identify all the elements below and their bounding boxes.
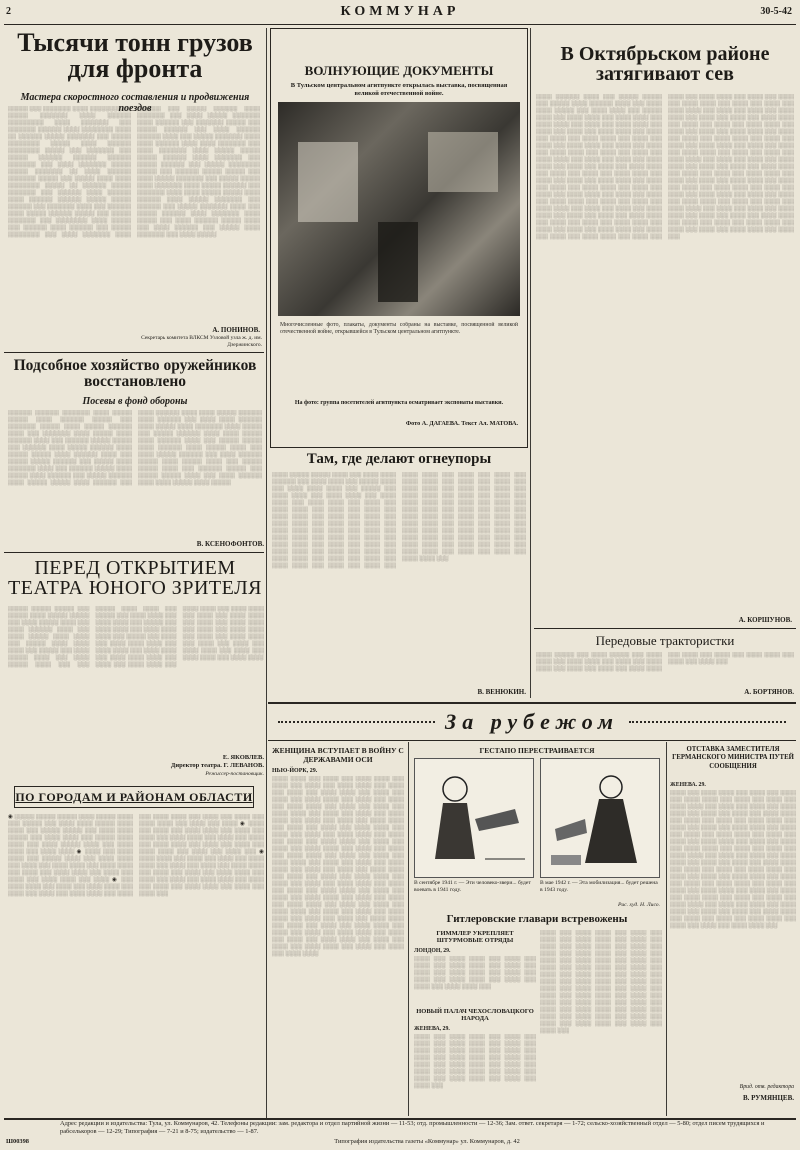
documents-headline: ВОЛНУЮЩИЕ ДОКУМЕНТЫ	[304, 63, 494, 78]
himmler-headline: ГИММЛЕР УКРЕПЛЯЕТ ШТУРМОВЫЕ ОТРЯДЫ	[436, 930, 514, 944]
dateline-geneva: ЖЕНЕВА, 29.	[414, 1026, 450, 1032]
abroad-banner: За рубежом	[445, 709, 619, 734]
documents-credit: Фото А. ДАГАЕВА. Текст Ал. МАТОВА.	[405, 420, 518, 427]
weapons-body-text: ░░░░░░ ░░░░░░ ░░░░░░░ ░░░░ ░░░░░ ░░░░░ ░░░░ ░░░░░░ ░░░░░ ░░░ ░░░░░░░ ░░░░░ ░░░░ ░░░░░ ░░░░░░ ░░░░ ░░░ ░░░░░░░ ░░░░ ░░░░░ ░░░░ ░░░░░░ ░░░░ ░░░ ░░░░░░ ░░░░░ ░░░░░ ░░░ ░░░░░░ ░░░░ ░░░░░ ░░░░░░ ░░░░ ░░░░░ ░░░░░ ░░░░ ░░░░░░ ░░░░ ░░░ ░░░░░ ░░░░░ ░░░░░░ ░░░ ░░░░░ ░░░░ ░░░░░░░ ░░░░ ░░░ ░░░░░░ ░░░░░ ░░░░ ░░░░░ ░░░░ ░░░░░░ ░░░ ░░░░░ ░░░░░░ ░░░░ ░░░░░ ░░░░░ ░░░░ ░░░░░░ ░░░ ░░░░ ░░░░░░ ░░░░ ░░░░ ░░░░░ ░░░░░░ ░░░░ ░░░░░░ ░░░ ░░░░ ░░░░ ░░░░░░ ░░░░ ░░░░░ ░░░░ ░░░░░░░ ░░░░ ░░░░░ ░░░ ░░░░░ ░░░░░░ ░░░░ ░░░░ ░░░░░ ░░░░ ░░░░░░ ░░░░ ░░░ ░░░░░ ░░░░░ ░░░░ ░░░░░░ ░░░░ ░░░░░ ░░░░ ░░░ ░░░░ ░░░░░ ░░░░░░ ░░░ ░░░░ ░░░░░░ ░░░░░ ░░░░ ░░░░░ ░░░░ ░░░ ░░░░░ ░░░░░ ░░░░ ░░░ ░░░░░░ ░░░░░ ░░░ ░░░░░ ░░░░░ ░░░░ ░░░ ░░░░ ░░░░░░ ░░░░ ░░░░ ░░░░░ ░░░░ ░░░░░	[8, 410, 262, 486]
theatre-headline: ПЕРЕД ОТКРЫТИЕМ ТЕАТРА ЮНОГО ЗРИТЕЛЯ	[8, 557, 262, 599]
czech-headline: НОВЫЙ ПАЛАЧ ЧЕХОСЛОВАЦКОГО НАРОДА	[416, 1008, 534, 1022]
theatre-body-text: ░░░░░ ░░░░░ ░░░░░ ░░░ ░░░░░ ░░░░ ░░░░░ ░░░░░ ░░░ ░░░░ ░░░░░ ░░░░ ░░░ ░░░░ ░░░░░░ ░░░░ ░░░ ░░░░ ░░░░░ ░░░░ ░░░░ ░░░ ░░░░░ ░░░░ ░░░░ ░░░░ ░░░ ░░░░░ ░░░ ░░░░ ░░░░░ ░░░░ ░░░ ░░░░ ░░░░░ ░░░░ ░░░ ░░░ ░░░░░ ░░░░ ░░░░ ░░░ ░░░░░ ░░░ ░░░░ ░░░░ ░░░ ░░░░ ░░░░ ░░░ ░░░░░ ░░░ ░░░░ ░░░░ ░░░ ░░░░ ░░░░ ░░░░ ░░░ ░░░░░ ░░░ ░░░░ ░░░ ░░░░ ░░░░ ░░░░ ░░░ ░░░░ ░░░░ ░░░ ░░░░ ░░░░ ░░░ ░░░░ ░░░░ ░░░░ ░░░ ░░░░ ░░░ ░░░░ ░░░░ ░░░ ░░░░ ░░░░ ░░░ ░░░░ ░░░░ ░░░ ░░░░ ░░░ ░░░░ ░░░░ ░░░ ░░░░ ░░░ ░░░░ ░░░░ ░░░ ░░░░ ░░░ ░░░░ ░░░░ ░░░ ░░░░ ░░░ ░░░░ ░░░░ ░░░ ░░░░ ░░░ ░░░░ ░░░ ░░░░ ░░░░ ░░░ ░░░░ ░░░ ░░░░ ░░░░ ░░░ ░░░░ ░░░░	[8, 606, 264, 668]
regions-body-text: ◉ ░░░░░ ░░░░░ ░░░░░ ░░░░ ░░░░░ ░░░░ ░░░ ░░░░░ ░░░ ░░░░ ░░░░ ░░░░░ ░░░░ ░░░░ ░░░ ░░░░░ ░░░░░ ░░░ ░░░░ ░░░░ ░░░░░ ░░░ ░░░░ ░░░░ ░░░ ░░░░░ ░░░░ ░░░░ ░░░ ░░░░ ░░░░░ ░░░░ ░░░ ░░░░ ░░░░ ░░░ ░░░░ ░░░░ ◉ ░░░░ ░░░ ░░░░ ░░░░ ░░░ ░░░░░ ░░░░ ░░░ ░░░░ ░░░░ ░░░ ░░░░ ░░░ ░░░░ ░░░░ ░░░ ░░░░ ░░░░ ░░░ ░░░░ ░░░ ░░░░ ░░░░ ░░░ ░░░░ ░░░ ░░░░ ░░░ ░░░░ ░░░░ ░░░ ░░░░ ◉ ░░░ ░░░░ ░░░░ ░░░ ░░░░ ░░░ ░░░░ ░░░░ ░░░ ░░░░ ░░░ ░░░░ ░░░ ░░░░ ░░░░ ░░░ ░░░░ ░░░ ░░░░ ░░░░ ░░░ ░░░░ ░░░ ░░░░ ░░░ ░░░░ ░░░░ ░░░ ░░░░ ░░░ ░░░░ ◉ ░░░░ ░░░ ░░░░ ░░░ ░░░░ ░░░░ ░░░ ░░░░ ░░░ ░░░░ ░░░ ░░░░ ░░░░ ░░░ ░░░░ ░░░ ░░░░ ░░░ ░░░░ ░░░░ ░░░ ░░░░ ░░░ ░░░░ ░░░ ░░░░ ░░░░ ░░░ ░░░░ ░░░ ░░░░ ░░░ ◉ ░░░░ ░░░░ ░░░ ░░░░ ░░░ ░░░░ ░░░ ░░░░ ░░░░ ░░░ ░░░░ ░░░ ░░░░ ░░░ ░░░░ ░░░░ ░░░ ░░░░ ░░░ ░░░░ ░░░ ░░░░ ░░░░ ░░░ ░░░░ ░░░ ░░░░ ░░░ ░░░░ ░░░░ ░░░ ░░░░ ░░░ ░░░░ ░░░ ░░░░ ░░░░ ░░░ ░░░░ ░░░ ░░░░ ░░░	[8, 814, 264, 897]
abroad-banner-ornament-left	[278, 721, 435, 723]
footer-printer: Типография издательства газеты «Коммунар» ул. Коммунаров, д. 42	[334, 1138, 520, 1145]
exhibition-photo	[278, 102, 520, 316]
dateline-london: ЛОНДОН, 29.	[414, 948, 451, 954]
abroad-banner-ornament-right	[629, 721, 786, 723]
cargo-headline: Тысячи тонн грузов для фронта	[17, 28, 253, 83]
cargo-signature: А. ПОНИНОВ.	[212, 326, 260, 334]
tractors-body-text: ░░░░ ░░░░░ ░░░ ░░░░ ░░░░░ ░░░ ░░░░ ░░░░ ░░░ ░░░░ ░░░░ ░░░ ░░░░ ░░░ ░░░░ ░░░░ ░░░ ░░░░ ░░░ ░░░░ ░░░ ░░░░ ░░░░ ░░░ ░░░░ ░░░ ░░░░ ░░░ ░░░░ ░░░░ ░░░ ░░░░ ░░░ ░░░░ ░░░	[536, 652, 794, 672]
abroad-right-dateline: ЖЕНЕВА. 29.	[670, 782, 706, 788]
issue-date: 30-5-42	[760, 6, 792, 17]
rule-cargo	[4, 352, 264, 353]
editor-name: В. РУМЯНЦЕВ.	[742, 1094, 794, 1102]
cartoon-caption-right: В мае 1942 г. — Эта мобилизация... будет решена в 1943 году.	[540, 880, 658, 893]
theatre-signature-2: Директор театра. Г. ЛЕВАНОВ.	[170, 762, 264, 769]
abroad-col1-dateline: НЬЮ-ЙОРК, 29.	[272, 768, 318, 774]
cargo-body-text: ░░░░░ ░░░ ░░░░░░░ ░░░░ ░░░░░░░░ ░░ ░░░░░ ░░░░░░░ ░░░░ ░░░░░░ ░░░░░░░░░ ░░░░ ░░░░░░░ ░░░ ░░░░░░░ ░░░░░░ ░░░░ ░░░░░░░░ ░░░░ ░░ ░░░░░░ ░░░░░ ░░░░░░░ ░░░ ░░░░░ ░░░░░░░░ ░░░░░ ░░░░ ░░░░░░ ░░░░░░░░ ░░░░░ ░░░ ░░░░░░░ ░░░ ░░░░░ ░░░░░░ ░░░░░░ ░░░░░░ ░░░░░░░ ░░░ ░░░░ ░░░░░░░ ░░░░░ ░░░░░ ░░░░░░░ ░░ ░░░░ ░░░░░░ ░░░░░░░ ░░░░░ ░░░ ░░░░░ ░░░░ ░░░░ ░░░░░░░░ ░░░░░ ░░ ░░░░░░ ░░░░░ ░░░░░░░ ░░░ ░░░░░░ ░░░░ ░░░░░░ ░░░░ ░░░░░░ ░░░░░░ ░░░░░ ░░░░░ ░░░░░░ ░░░ ░░░░░░░ ░░░░ ░░░ ░░░░░░ ░░░░ ░░░░░ ░░░░░░ ░░░░░ ░░░ ░░░░░ ░░░░░░░ ░░░ ░░░░░░░░ ░░░░ ░░░░░ ░░░ ░░░░░░ ░░░░ ░░░░░░ ░░░ ░░░░░ ░░░░░░░░ ░░░ ░░░░ ░░░░░░░ ░░░░ ░░░░░░ ░░░ ░░░░░ ░░░░░░ ░░░░ ░░░░░░░ ░░░ ░░░░ ░░░░░ ░░░░░░░ ░░░░ ░░░░░░ ░░░ ░░░░░░░ ░░░░░ ░░░ ░░░░░ ░░░░░░ ░░░ ░░░░ ░░░░░░ ░░░░░░ ░░░░ ░░░ ░░░░░ ░░░░░░░ ░░░░ ░░░░ ░░░░░░ ░░░░ ░░░░ ░░░░░░░ ░░░ ░░░░ ░░░░░░░ ░░░░ ░░░░░ ░░░░░ ░░░░░ ░░░░░░ ░░░░ ░░░░░░░ ░░░ ░░░░░ ░░░░░░ ░░░ ░░░░░ ░░░░░░░░ ░░░░░ ░░░ ░░░░░░ ░░░░░ ░░░░░ ░░░ ░░░░ ░░░░░ ░░░░░░░ ░░░ ░░░░░ ░░░░░ ░░░░ ░░░░░░░ ░░░░ ░░░░░ ░░░░░░ ░░░ ░░░░░░░ ░░░░ ░░░░ ░░░░░ ░░░░░ ░░░░ ░░░░░░ ░░░░ ░░░░░ ░░░░░░░ ░░░ ░░░░░░ ░░░ ░░░░░ ░░░░░░░ ░░░░ ░░░ ░░░░░ ░░░░░░ ░░░░ ░░░░░░░ ░░░░ ░░░░░ ░░░ ░░░░ ░░░░░░ ░░░░░ ░░░░ ░░░ ░░░░ ░░░░░░ ░░░ ░░░░░ ░░░░ ░░░░░░░ ░░░ ░░░░ ░░░░░	[8, 106, 260, 238]
tractors-signature: А. БОРТЯНОВ.	[744, 688, 794, 696]
abroad-col1-headline: ЖЕНЩИНА ВСТУПАЕТ В ВОЙНУ С ДЕРЖАВАМИ ОСИ	[272, 746, 404, 764]
masthead: КОММУНАР	[340, 4, 460, 19]
refractory-body-text: ░░░░ ░░░░░ ░░░░░ ░░░░ ░░░ ░░░░ ░░░░ ░░░░░░ ░░░ ░░░░ ░░░░ ░░░ ░░░░░ ░░░░ ░░░ ░░░░ ░░░░ ░░░░ ░░░ ░░░░░ ░░░ ░░░░ ░░░░ ░░░ ░░░░ ░░░░ ░░░ ░░░░ ░░░░ ░░░ ░░░░ ░░░░ ░░░ ░░░░ ░░░ ░░░░ ░░░░ ░░░ ░░░░ ░░░ ░░░░ ░░░ ░░░░ ░░░░ ░░░ ░░░░ ░░░ ░░░░ ░░░ ░░░░ ░░░░ ░░░ ░░░░ ░░░ ░░░░ ░░░ ░░░░ ░░░░ ░░░ ░░░░ ░░░ ░░░░ ░░░ ░░░░ ░░░░ ░░░ ░░░░ ░░░ ░░░░ ░░░ ░░░░ ░░░░ ░░░ ░░░░ ░░░ ░░░░ ░░░ ░░░░ ░░░░ ░░░ ░░░░ ░░░ ░░░░ ░░░ ░░░░ ░░░░ ░░░ ░░░░ ░░░ ░░░░ ░░░ ░░░░ ░░░░ ░░░ ░░░░ ░░░ ░░░░ ░░░ ░░░░ ░░░░ ░░░ ░░░░ ░░░ ░░░░ ░░░ ░░░░ ░░░░ ░░░ ░░░░ ░░░ ░░░░ ░░░ ░░░░ ░░░░ ░░░ ░░░░ ░░░ ░░░░ ░░░ ░░░░ ░░░░ ░░░ ░░░░ ░░░ ░░░░ ░░░ ░░░░ ░░░░ ░░░ ░░░░ ░░░ ░░░░ ░░░ ░░░░ ░░░░ ░░░ ░░░░ ░░░ ░░░░ ░░░ ░░░░ ░░░░ ░░░ ░░░░ ░░░ ░░░░ ░░░ ░░░░ ░░░░ ░░░ ░░░░ ░░░ ░░░░ ░░░ ░░░░ ░░░░ ░░░ ░░░░ ░░░ ░░░░ ░░░ ░░░░ ░░░░ ░░░ ░░░░ ░░░ ░░░░ ░░░ ░░░░ ░░░░ ░░░ ░░░░ ░░░ ░░░░ ░░░ ░░░░ ░░░░ ░░░ ░░░░ ░░░ ░░░░ ░░░ ░░░░ ░░░░ ░░░	[272, 472, 526, 569]
rule-weapons	[4, 552, 264, 553]
editor-label: Врид. отв. редактора	[739, 1084, 794, 1090]
refractory-signature: В. ВЕНЮКИН.	[477, 688, 526, 696]
cargo-signature-role: Секретарь комитета ВЛКСМ Узловой узла ж. д. им. Дзержинского.	[141, 335, 262, 348]
abroad-top-rule	[268, 702, 796, 704]
tractors-headline: Передовые трактористки	[595, 633, 735, 648]
abroad-banner-rule	[268, 740, 796, 741]
hitler-headline: Гитлеровские главари встревожены	[446, 913, 628, 925]
abroad-divider-2	[666, 742, 667, 1116]
weapons-signature: В. КСЕНОФОНТОВ.	[196, 540, 264, 548]
cartoon-author: Рис. худ. Н. Лисо.	[617, 902, 660, 908]
page-number: 2	[6, 6, 11, 17]
district-body-text: ░░░░ ░░░░░░ ░░░░ ░░░ ░░░░░ ░░░░░ ░░░ ░░░░░ ░░░░ ░░░░░░ ░░░░ ░░░ ░░░░ ░░░░ ░░░░░ ░░░ ░░░░ ░░░░ ░░░ ░░░░░ ░░░░ ░░░ ░░░░ ░░░░ ░░░ ░░░░ ░░░░ ░░░ ░░░░ ░░░░ ░░░ ░░░░ ░░░ ░░░░ ░░░░ ░░░ ░░░░ ░░░ ░░░░ ░░░ ░░░░ ░░░░ ░░░ ░░░░ ░░░ ░░░░ ░░░ ░░░░ ░░░░ ░░░ ░░░░ ░░░ ░░░░ ░░░ ░░░░ ░░░░ ░░░ ░░░░ ░░░ ░░░░ ░░░ ░░░░ ░░░░ ░░░ ░░░░ ░░░ ░░░░ ░░░ ░░░░ ░░░░ ░░░ ░░░░ ░░░ ░░░░ ░░░ ░░░░ ░░░░ ░░░ ░░░░ ░░░ ░░░░ ░░░ ░░░░ ░░░░ ░░░ ░░░░ ░░░ ░░░░ ░░░ ░░░░ ░░░░ ░░░ ░░░░ ░░░ ░░░░ ░░░ ░░░░ ░░░░ ░░░ ░░░░ ░░░ ░░░░ ░░░ ░░░░ ░░░░ ░░░ ░░░░ ░░░ ░░░░ ░░░ ░░░░ ░░░░ ░░░ ░░░░ ░░░ ░░░░ ░░░ ░░░░ ░░░░ ░░░ ░░░░ ░░░ ░░░░ ░░░ ░░░░ ░░░░ ░░░ ░░░░ ░░░ ░░░░ ░░░ ░░░░ ░░░░ ░░░ ░░░░ ░░░ ░░░░ ░░░ ░░░░ ░░░░ ░░░ ░░░░ ░░░ ░░░░ ░░░ ░░░░ ░░░░ ░░░ ░░░░ ░░░ ░░░░ ░░░ ░░░░ ░░░░ ░░░ ░░░░ ░░░ ░░░░ ░░░ ░░░░ ░░░░ ░░░ ░░░░ ░░░ ░░░░ ░░░ ░░░░ ░░░░ ░░░ ░░░░ ░░░ ░░░░ ░░░ ░░░░ ░░░░ ░░░ ░░░░ ░░░ ░░░░ ░░░ ░░░░ ░░░░ ░░░ ░░░░ ░░░ ░░░░ ░░░ ░░░░ ░░░░ ░░░ ░░░░ ░░░ ░░░░ ░░░ ░░░░ ░░░░ ░░░ ░░░░ ░░░ ░░░░ ░░░ ░░░░ ░░░░ ░░░ ░░░░ ░░░ ░░░░ ░░░ ░░░░ ░░░░ ░░░ ░░░░ ░░░ ░░░░ ░░░ ░░░░ ░░░░ ░░░ ░░░░ ░░░ ░░░░ ░░░ ░░░░ ░░░░ ░░░ ░░░░ ░░░ ░░░░ ░░░ ░░░░ ░░░░ ░░░ ░░░░ ░░░ ░░░░ ░░░ ░░░░ ░░░░ ░░░ ░░░░ ░░░ ░░░░ ░░░ ░░░░ ░░░░ ░░░ ░░░░ ░░░ ░░░░ ░░░ ░░░░ ░░░░ ░░░ ░░░░ ░░░ ░░░░ ░░░ ░░░░ ░░░░ ░░░ ░░░░ ░░░ ░░░░ ░░░ ░░░░ ░░░░ ░░░ ░░░░ ░░░ ░░░░ ░░░ ░░░░ ░░░░ ░░░ ░░░░ ░░░ ░░░░ ░░░ ░░░░ ░░░░ ░░░ ░░░░ ░░░ ░░░░ ░░░ ░░░░ ░░░░ ░░░ ░░░░ ░░░ ░░░░ ░░░ ░░░░ ░░░░ ░░░ ░░░░ ░░░ ░░░░ ░░░ ░░░░ ░░░░ ░░░ ░░░░ ░░░ ░░░░ ░░░ ░░░░ ░░░░ ░░░ ░░░░ ░░░ ░░░░ ░░░ ░░░░ ░░░░ ░░░ ░░░░ ░░░ ░░░░ ░░░ ░░░░ ░░░░ ░░░ ░░░░ ░░░	[536, 94, 794, 240]
regions-banner-box	[14, 786, 254, 808]
column-divider-right	[530, 28, 531, 698]
himmler-body: ░░░░ ░░░ ░░░░ ░░░░ ░░░ ░░░░ ░░░ ░░░░ ░░░ ░░░░ ░░░░ ░░░ ░░░░ ░░░ ░░░░ ░░░ ░░░░ ░░░░ ░░░ ░░░░ ░░░ ░░░░ ░░░ ░░░░ ░░░░ ░░░ ░░░░ ░░░ ░░░░ ░░░ ░░░░ ░░░░ ░░░	[414, 956, 536, 990]
abroad-banner-row	[268, 708, 796, 736]
cartoon-caption-left: В сентябре 1941 г. — Эти человеко-звери... будет воевать в 1941 году.	[414, 880, 531, 893]
rule-district	[534, 628, 796, 629]
district-signature: А. КОРШУНОВ.	[738, 616, 792, 624]
column-divider-left	[266, 28, 267, 1118]
district-headline: В Октябрьском районе затягивают сев	[560, 43, 770, 85]
abroad-right-headline: ОТСТАВКА ЗАМЕСТИТЕЛЯ ГЕРМАНСКОГО МИНИСТРА ПУТЕЙ СООБЩЕНИЯ	[672, 746, 794, 770]
czech-body: ░░░░ ░░░ ░░░░ ░░░░ ░░░ ░░░░ ░░░ ░░░░ ░░░ ░░░░ ░░░░ ░░░ ░░░░ ░░░ ░░░░ ░░░ ░░░░ ░░░░ ░░░ ░░░░ ░░░ ░░░░ ░░░ ░░░░ ░░░░ ░░░ ░░░░ ░░░ ░░░░ ░░░ ░░░░ ░░░░ ░░░ ░░░░ ░░░ ░░░░ ░░░ ░░░░ ░░░░ ░░░ ░░░░ ░░░ ░░░░ ░░░ ░░░░ ░░░░ ░░░ ░░░░ ░░░ ░░░░ ░░░	[414, 1034, 536, 1089]
footer-address: Адрес редакции и издательства: Тула, ул. Коммунаров, 42. Телефоны редакции: зам. редактора и отдел партийной жизни — 11-53; отд. промышленности — 12-36; Зам. ответ. секретаря — 1-72; сельско-хозяйственный отдел — 5-80; отдел писем трудящихся и рабселькоров — 12-29; Типография — 7-21 и 8-75; издательство — 1-87.	[60, 1120, 765, 1135]
weapons-subheadline: Посевы в фонд обороны	[82, 396, 188, 407]
abroad-col1-body: ░░░░ ░░░░ ░░░ ░░░░ ░░░ ░░░░ ░░░░ ░░░ ░░░░ ░░░ ░░░░ ░░░ ░░░░ ░░░░ ░░░ ░░░░ ░░░ ░░░░ ░░░ ░░░░ ░░░░ ░░░ ░░░░ ░░░ ░░░░ ░░░ ░░░░ ░░░░ ░░░ ░░░░ ░░░ ░░░░ ░░░ ░░░░ ░░░░ ░░░ ░░░░ ░░░ ░░░░ ░░░ ░░░░ ░░░░ ░░░ ░░░░ ░░░ ░░░░ ░░░ ░░░░ ░░░░ ░░░ ░░░░ ░░░ ░░░░ ░░░ ░░░░ ░░░░ ░░░ ░░░░ ░░░ ░░░░ ░░░ ░░░░ ░░░░ ░░░ ░░░░ ░░░ ░░░░ ░░░ ░░░░ ░░░░ ░░░ ░░░░ ░░░ ░░░░ ░░░ ░░░░ ░░░░ ░░░ ░░░░ ░░░ ░░░░ ░░░ ░░░░ ░░░░ ░░░ ░░░░ ░░░ ░░░░ ░░░ ░░░░ ░░░░ ░░░ ░░░░ ░░░ ░░░░ ░░░ ░░░░ ░░░░ ░░░ ░░░░ ░░░ ░░░░ ░░░ ░░░░ ░░░░ ░░░ ░░░░ ░░░ ░░░░ ░░░ ░░░░ ░░░░ ░░░ ░░░░ ░░░ ░░░░ ░░░ ░░░░ ░░░░ ░░░ ░░░░ ░░░ ░░░░ ░░░ ░░░░ ░░░░ ░░░ ░░░░ ░░░ ░░░░ ░░░ ░░░░ ░░░░ ░░░ ░░░░ ░░░ ░░░░ ░░░ ░░░░ ░░░░ ░░░ ░░░░ ░░░ ░░░░ ░░░ ░░░░ ░░░░ ░░░ ░░░░ ░░░ ░░░░ ░░░ ░░░░ ░░░░ ░░░ ░░░░ ░░░ ░░░░ ░░░ ░░░░ ░░░░ ░░░ ░░░░ ░░░ ░░░░ ░░░ ░░░░ ░░░░ ░░░ ░░░░ ░░░ ░░░░ ░░░ ░░░░ ░░░░ ░░░ ░░░░ ░░░ ░░░░ ░░░ ░░░░ ░░░░ ░░░ ░░░░ ░░░ ░░░░ ░░░ ░░░░ ░░░░ ░░░ ░░░░ ░░░ ░░░░ ░░░ ░░░░ ░░░░ ░░░ ░░░░ ░░░ ░░░░ ░░░ ░░░░ ░░░░	[272, 776, 404, 957]
hitler-body-right: ░░░░ ░░░ ░░░░ ░░░░ ░░░ ░░░░ ░░░ ░░░░ ░░░ ░░░░ ░░░░ ░░░ ░░░░ ░░░ ░░░░ ░░░ ░░░░ ░░░░ ░░░ ░░░░ ░░░ ░░░░ ░░░ ░░░░ ░░░░ ░░░ ░░░░ ░░░ ░░░░ ░░░ ░░░░ ░░░░ ░░░ ░░░░ ░░░ ░░░░ ░░░ ░░░░ ░░░░ ░░░ ░░░░ ░░░ ░░░░ ░░░ ░░░░ ░░░░ ░░░ ░░░░ ░░░ ░░░░ ░░░ ░░░░ ░░░░ ░░░ ░░░░ ░░░ ░░░░ ░░░ ░░░░ ░░░░ ░░░ ░░░░ ░░░ ░░░░ ░░░ ░░░░ ░░░░ ░░░ ░░░░ ░░░ ░░░░ ░░░ ░░░░ ░░░░ ░░░ ░░░░ ░░░ ░░░░ ░░░ ░░░░ ░░░░ ░░░ ░░░░ ░░░ ░░░░ ░░░ ░░░░ ░░░░ ░░░ ░░░░ ░░░ ░░░░ ░░░ ░░░░ ░░░░ ░░░ ░░░░ ░░░ ░░░░ ░░░	[540, 930, 662, 1034]
cartoon-panel-left	[414, 758, 534, 878]
photo-poster-1	[298, 142, 358, 222]
theatre-signature-3: Режиссер-постановщик.	[205, 771, 264, 777]
cartoon-left-drawing	[415, 759, 533, 877]
abroad-right-body: ░░░░ ░░░ ░░░░ ░░░░ ░░░ ░░░░ ░░░ ░░░░ ░░░ ░░░░ ░░░░ ░░░ ░░░░ ░░░ ░░░░ ░░░ ░░░░ ░░░░ ░░░ ░░░░ ░░░ ░░░░ ░░░ ░░░░ ░░░░ ░░░ ░░░░ ░░░ ░░░░ ░░░ ░░░░ ░░░░ ░░░ ░░░░ ░░░ ░░░░ ░░░ ░░░░ ░░░░ ░░░ ░░░░ ░░░ ░░░░ ░░░ ░░░░ ░░░░ ░░░ ░░░░ ░░░ ░░░░ ░░░ ░░░░ ░░░░ ░░░ ░░░░ ░░░ ░░░░ ░░░ ░░░░ ░░░░ ░░░ ░░░░ ░░░ ░░░░ ░░░ ░░░░ ░░░░ ░░░ ░░░░ ░░░ ░░░░ ░░░ ░░░░ ░░░░ ░░░ ░░░░ ░░░ ░░░░ ░░░ ░░░░ ░░░░ ░░░ ░░░░ ░░░ ░░░░ ░░░ ░░░░ ░░░░ ░░░ ░░░░ ░░░ ░░░░ ░░░ ░░░░ ░░░░ ░░░ ░░░░ ░░░ ░░░░ ░░░ ░░░░ ░░░░ ░░░ ░░░░ ░░░ ░░░░ ░░░ ░░░░ ░░░░ ░░░ ░░░░ ░░░ ░░░░ ░░░ ░░░░ ░░░░ ░░░ ░░░░ ░░░ ░░░░ ░░░ ░░░░ ░░░░ ░░░ ░░░░ ░░░ ░░░░ ░░░ ░░░░ ░░░░ ░░░ ░░░░ ░░░ ░░░░ ░░░ ░░░░ ░░░░ ░░░ ░░░░ ░░░ ░░░░ ░░░ ░░░░ ░░░░ ░░░ ░░░░ ░░░ ░░░░ ░░░ ░░░░ ░░░░ ░░░ ░░░░ ░░░ ░░░░ ░░░ ░░░░ ░░░░ ░░░	[670, 790, 796, 929]
photo-visitor	[378, 222, 418, 302]
documents-photo-caption: Многочисленные фото, плакаты, документы собраны на выставке, посвященной великой отечественной войне, открывшейся в Тульском центральном агитпункте.	[280, 322, 518, 335]
footer-code: Ш00398	[6, 1138, 29, 1145]
cartoon-panel-right	[540, 758, 660, 878]
refractory-headline: Там, где делают огнеупоры	[306, 451, 492, 467]
documents-closing: На фото: группа посетителей агитпункта осматривает экспонаты выставки.	[294, 400, 504, 406]
cargo-subheadline: Мастера скоростного составления и продвижения поездов	[20, 92, 250, 114]
documents-lead: В Тульском центральном агитпункте открылась выставка, посвященная великой отечественной войне.	[290, 82, 508, 97]
abroad-divider-1	[408, 742, 409, 1116]
cartoon-title: ГЕСТАПО ПЕРЕСТРАИВАЕТСЯ	[479, 746, 595, 755]
photo-poster-2	[428, 132, 498, 192]
cartoon-right-drawing	[541, 759, 659, 877]
theatre-signature-1: Е. ЯКОВЛЕВ.	[222, 754, 264, 761]
header-rule	[4, 24, 796, 25]
regions-banner: ПО ГОРОДАМ И РАЙОНАМ ОБЛАСТИ	[15, 789, 253, 804]
weapons-headline: Подсобное хозяйство оружейников восстановлено	[13, 357, 257, 390]
